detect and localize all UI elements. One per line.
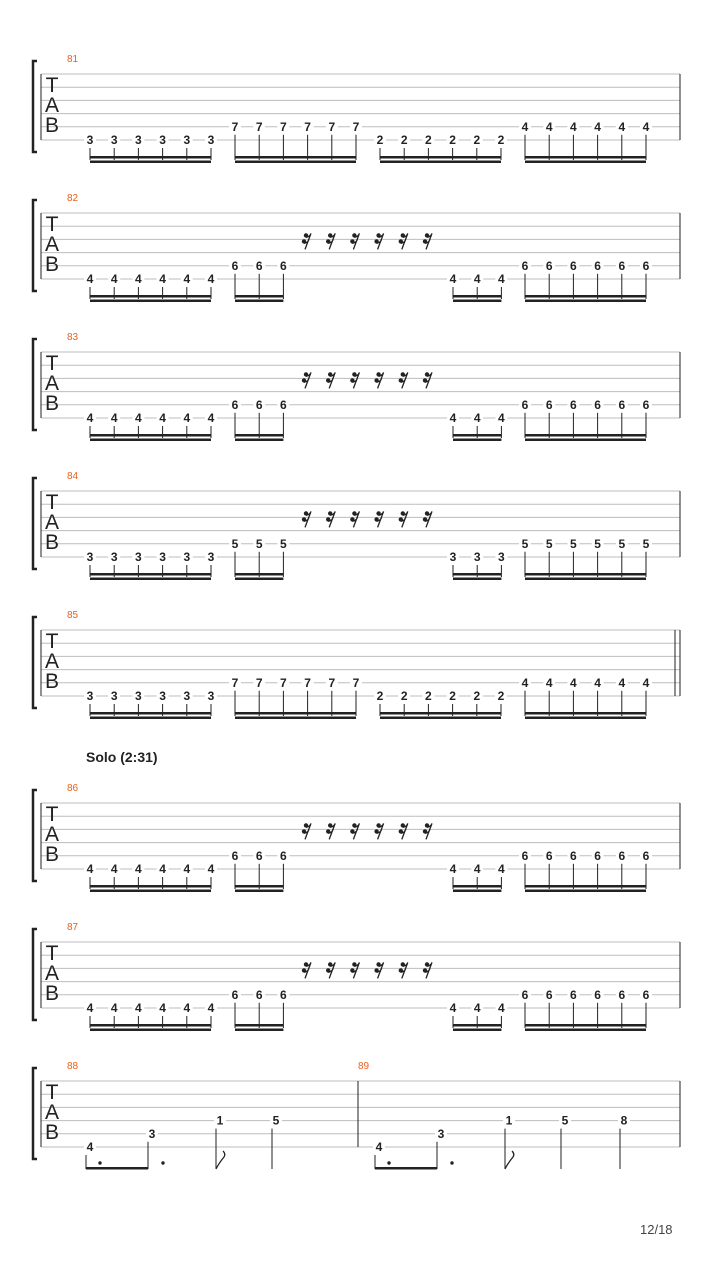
fret-number: 1 <box>216 1113 224 1128</box>
beam <box>525 717 646 720</box>
note-flag <box>216 1151 225 1169</box>
fret-number: 3 <box>135 689 142 703</box>
tab-clef-letter: B <box>44 531 60 554</box>
beam <box>453 439 501 442</box>
fret-number: 6 <box>255 397 263 412</box>
fret-number: 1 <box>505 1113 513 1128</box>
sixteenth-rest <box>302 962 311 978</box>
tab-system <box>33 783 680 892</box>
fret-number: 4 <box>498 1001 505 1015</box>
system-bracket <box>33 790 37 881</box>
fret-number: 6 <box>570 848 577 863</box>
sixteenth-rest <box>374 823 383 839</box>
fret-number: 2 <box>449 689 456 703</box>
fret-number: 4 <box>86 862 94 876</box>
tab-clef-letter: T <box>45 491 59 514</box>
tab-system <box>33 332 680 441</box>
tab-clef-letter: T <box>45 942 59 965</box>
tab-clef-letter: B <box>44 1121 60 1144</box>
sixteenth-rest <box>350 372 359 388</box>
fret-number: 3 <box>207 133 215 147</box>
fret-number: 6 <box>280 258 287 273</box>
fret-number: 4 <box>135 1001 142 1015</box>
sixteenth-rest <box>326 823 335 839</box>
fret-number: 4 <box>570 119 577 134</box>
fret-number: 7 <box>255 119 263 134</box>
measure-number: 86 <box>67 783 79 794</box>
fret-number: 4 <box>473 272 481 286</box>
fret-number: 6 <box>231 987 239 1002</box>
augmentation-dot <box>387 1161 390 1164</box>
fret-number: 6 <box>545 397 553 412</box>
fret-number: 4 <box>86 1001 94 1015</box>
beam <box>90 439 211 442</box>
fret-number: 6 <box>642 397 650 412</box>
fret-number: 4 <box>183 272 191 286</box>
tab-system <box>33 193 680 302</box>
fret-number: 6 <box>594 397 601 412</box>
fret-number: 6 <box>521 258 529 273</box>
beam <box>380 712 501 715</box>
augmentation-dot <box>450 1161 453 1164</box>
sixteenth-rest <box>423 372 432 388</box>
fret-number: 3 <box>449 550 457 564</box>
page-number: 12/18 <box>640 1222 673 1237</box>
fret-number: 6 <box>255 258 263 273</box>
sixteenth-rest <box>302 823 311 839</box>
sixteenth-rest <box>326 233 335 249</box>
beam <box>90 1029 211 1032</box>
tab-clef-letter: A <box>44 1101 60 1124</box>
tab-clef-letter: A <box>44 94 60 117</box>
beam <box>525 300 646 303</box>
tab-clef-letter: B <box>44 670 60 693</box>
fret-number: 3 <box>207 550 215 564</box>
fret-number: 6 <box>594 258 601 273</box>
beam <box>235 1024 283 1027</box>
system-bracket <box>33 617 37 708</box>
fret-number: 3 <box>207 689 215 703</box>
fret-number: 2 <box>400 689 408 703</box>
fret-number: 3 <box>183 550 191 564</box>
tab-clef-letter: B <box>44 843 60 866</box>
tab-clef-letter: T <box>45 213 59 236</box>
beam <box>90 573 211 576</box>
beam <box>86 1167 148 1170</box>
beam <box>453 890 501 893</box>
fret-number: 6 <box>255 848 263 863</box>
fret-number: 3 <box>473 550 481 564</box>
fret-number: 4 <box>498 862 505 876</box>
sixteenth-rest <box>350 233 359 249</box>
tab-clef-letter: T <box>45 74 59 97</box>
fret-number: 6 <box>570 258 577 273</box>
fret-number: 4 <box>159 411 166 425</box>
beam <box>453 300 501 303</box>
fret-number: 4 <box>545 119 553 134</box>
sixteenth-rest <box>302 233 311 249</box>
fret-number: 4 <box>449 411 457 425</box>
fret-number: 3 <box>159 689 166 703</box>
beam <box>235 434 283 437</box>
tab-clef-letter: B <box>44 392 60 415</box>
augmentation-dot <box>161 1161 164 1164</box>
fret-number: 4 <box>449 1001 457 1015</box>
fret-number: 4 <box>183 862 191 876</box>
fret-number: 6 <box>594 987 601 1002</box>
fret-number: 5 <box>594 536 601 551</box>
beam <box>235 890 283 893</box>
system-bracket <box>33 339 37 430</box>
fret-number: 3 <box>110 689 118 703</box>
fret-number: 7 <box>328 675 336 690</box>
fret-number: 7 <box>231 119 239 134</box>
measure-number: 81 <box>67 54 79 65</box>
fret-number: 4 <box>570 675 577 690</box>
tab-clef-letter: T <box>45 352 59 375</box>
sixteenth-rest <box>423 233 432 249</box>
fret-number: 3 <box>148 1126 156 1141</box>
fret-number: 4 <box>642 675 650 690</box>
fret-number: 3 <box>437 1126 445 1141</box>
fret-number: 6 <box>545 987 553 1002</box>
beam <box>525 890 646 893</box>
beam <box>525 1029 646 1032</box>
beam <box>453 578 501 581</box>
fret-number: 4 <box>86 1140 94 1154</box>
fret-number: 7 <box>280 119 287 134</box>
fret-number: 6 <box>521 848 529 863</box>
tab-clef-letter: T <box>45 803 59 826</box>
fret-number: 4 <box>375 1140 383 1154</box>
fret-number: 6 <box>618 397 626 412</box>
fret-number: 3 <box>159 550 166 564</box>
fret-number: 4 <box>86 411 94 425</box>
beam <box>90 1024 211 1027</box>
fret-number: 4 <box>618 119 626 134</box>
measure-number: 87 <box>67 922 79 933</box>
fret-number: 3 <box>498 550 505 564</box>
sixteenth-rest <box>399 823 408 839</box>
beam <box>525 439 646 442</box>
tab-clef-letter: A <box>44 962 60 985</box>
fret-number: 3 <box>159 133 166 147</box>
beam <box>90 890 211 893</box>
beam <box>380 156 501 159</box>
sixteenth-rest <box>326 511 335 527</box>
fret-number: 4 <box>207 1001 215 1015</box>
system-bracket <box>33 929 37 1020</box>
tab-system <box>33 1061 680 1170</box>
fret-number: 2 <box>400 133 408 147</box>
fret-number: 6 <box>545 848 553 863</box>
fret-number: 4 <box>207 411 215 425</box>
measure-number: 89 <box>358 1061 370 1072</box>
beam <box>90 300 211 303</box>
beam <box>90 161 211 164</box>
fret-number: 2 <box>425 689 432 703</box>
fret-number: 4 <box>86 272 94 286</box>
fret-number: 3 <box>110 133 118 147</box>
tab-system <box>33 922 680 1031</box>
fret-number: 3 <box>135 133 142 147</box>
fret-number: 7 <box>328 119 336 134</box>
sixteenth-rest <box>326 372 335 388</box>
fret-number: 6 <box>642 987 650 1002</box>
beam <box>453 1024 501 1027</box>
beam <box>525 434 646 437</box>
fret-number: 4 <box>449 862 457 876</box>
fret-number: 6 <box>642 848 650 863</box>
sixteenth-rest <box>350 962 359 978</box>
fret-number: 5 <box>521 536 529 551</box>
beam <box>375 1167 437 1170</box>
measure-number: 83 <box>67 332 79 343</box>
fret-number: 8 <box>620 1113 628 1128</box>
fret-number: 5 <box>545 536 553 551</box>
fret-number: 6 <box>642 258 650 273</box>
note-flag <box>505 1151 514 1169</box>
fret-number: 4 <box>498 272 505 286</box>
sixteenth-rest <box>423 511 432 527</box>
fret-number: 5 <box>561 1113 569 1128</box>
beam <box>380 717 501 720</box>
fret-number: 3 <box>183 689 191 703</box>
fret-number: 7 <box>304 675 311 690</box>
beam <box>525 573 646 576</box>
fret-number: 4 <box>521 119 529 134</box>
beam <box>525 885 646 888</box>
beam <box>235 300 283 303</box>
fret-number: 4 <box>594 675 601 690</box>
fret-number: 6 <box>570 397 577 412</box>
fret-number: 4 <box>521 675 529 690</box>
fret-number: 2 <box>449 133 456 147</box>
fret-number: 5 <box>231 536 239 551</box>
tab-system <box>33 610 680 719</box>
fret-number: 4 <box>473 862 481 876</box>
measure-number: 84 <box>67 471 79 482</box>
tab-clef-letter: A <box>44 233 60 256</box>
tab-clef-letter: B <box>44 114 60 137</box>
sixteenth-rest <box>399 372 408 388</box>
fret-number: 4 <box>207 272 215 286</box>
beam <box>235 156 356 159</box>
beam <box>235 573 283 576</box>
fret-number: 7 <box>280 675 287 690</box>
beam <box>235 578 283 581</box>
tab-clef-letter: A <box>44 823 60 846</box>
fret-number: 3 <box>135 550 142 564</box>
fret-number: 4 <box>110 411 118 425</box>
beam <box>453 1029 501 1032</box>
fret-number: 6 <box>231 397 239 412</box>
fret-number: 4 <box>135 862 142 876</box>
beam <box>235 439 283 442</box>
beam <box>453 434 501 437</box>
fret-number: 4 <box>183 411 191 425</box>
fret-number: 3 <box>86 689 94 703</box>
fret-number: 2 <box>425 133 432 147</box>
section-label: Solo (2:31) <box>86 749 158 765</box>
fret-number: 5 <box>272 1113 280 1128</box>
fret-number: 7 <box>231 675 239 690</box>
beam <box>235 1029 283 1032</box>
sixteenth-rest <box>302 372 311 388</box>
beam <box>525 712 646 715</box>
fret-number: 2 <box>497 689 505 703</box>
tab-clef-letter: B <box>44 253 60 276</box>
beam <box>525 156 646 159</box>
fret-number: 6 <box>545 258 553 273</box>
sixteenth-rest <box>374 372 383 388</box>
beam <box>525 578 646 581</box>
beam <box>90 434 211 437</box>
sixteenth-rest <box>399 962 408 978</box>
fret-number: 4 <box>207 862 215 876</box>
fret-number: 6 <box>280 987 287 1002</box>
tab-clef-letter: T <box>45 1081 59 1104</box>
beam <box>90 156 211 159</box>
beam <box>90 712 211 715</box>
fret-number: 4 <box>498 411 505 425</box>
sixteenth-rest <box>399 511 408 527</box>
beam <box>380 161 501 164</box>
sixteenth-rest <box>399 233 408 249</box>
fret-number: 2 <box>376 689 384 703</box>
beam <box>453 295 501 298</box>
measure-number: 82 <box>67 193 79 204</box>
tab-clef-letter: A <box>44 372 60 395</box>
sixteenth-rest <box>350 823 359 839</box>
fret-number: 2 <box>376 133 384 147</box>
fret-number: 4 <box>594 119 601 134</box>
tab-system <box>33 471 680 580</box>
fret-number: 4 <box>183 1001 191 1015</box>
beam <box>525 161 646 164</box>
tab-clef-letter: A <box>44 511 60 534</box>
beam <box>90 578 211 581</box>
sixteenth-rest <box>423 962 432 978</box>
tab-clef-letter: A <box>44 650 60 673</box>
sixteenth-rest <box>350 511 359 527</box>
fret-number: 4 <box>159 862 166 876</box>
system-bracket <box>33 200 37 291</box>
sixteenth-rest <box>423 823 432 839</box>
augmentation-dot <box>98 1161 101 1164</box>
tab-system <box>33 54 680 163</box>
fret-number: 4 <box>110 272 118 286</box>
fret-number: 5 <box>618 536 626 551</box>
fret-number: 2 <box>497 133 505 147</box>
beam <box>90 885 211 888</box>
fret-number: 5 <box>255 536 263 551</box>
fret-number: 4 <box>473 411 481 425</box>
beam <box>453 885 501 888</box>
fret-number: 4 <box>135 411 142 425</box>
fret-number: 3 <box>86 133 94 147</box>
fret-number: 7 <box>255 675 263 690</box>
measure-number: 85 <box>67 610 79 621</box>
system-bracket <box>33 478 37 569</box>
fret-number: 2 <box>473 133 481 147</box>
beam <box>90 717 211 720</box>
fret-number: 2 <box>473 689 481 703</box>
fret-number: 4 <box>135 272 142 286</box>
beam <box>90 295 211 298</box>
fret-number: 6 <box>618 258 626 273</box>
sixteenth-rest <box>374 511 383 527</box>
beam <box>235 712 356 715</box>
beam <box>235 717 356 720</box>
fret-number: 6 <box>594 848 601 863</box>
tab-clef-letter: B <box>44 982 60 1005</box>
fret-number: 4 <box>545 675 553 690</box>
sixteenth-rest <box>374 962 383 978</box>
fret-number: 6 <box>231 848 239 863</box>
fret-number: 6 <box>570 987 577 1002</box>
fret-number: 4 <box>473 1001 481 1015</box>
fret-number: 5 <box>642 536 650 551</box>
fret-number: 3 <box>110 550 118 564</box>
beam <box>235 161 356 164</box>
fret-number: 7 <box>304 119 311 134</box>
fret-number: 6 <box>231 258 239 273</box>
fret-number: 6 <box>280 848 287 863</box>
fret-number: 4 <box>110 1001 118 1015</box>
beam <box>525 295 646 298</box>
sixteenth-rest <box>326 962 335 978</box>
beam <box>453 573 501 576</box>
fret-number: 6 <box>521 987 529 1002</box>
fret-number: 6 <box>618 987 626 1002</box>
beam <box>235 295 283 298</box>
fret-number: 4 <box>110 862 118 876</box>
system-bracket <box>33 61 37 152</box>
fret-number: 3 <box>183 133 191 147</box>
fret-number: 4 <box>618 675 626 690</box>
fret-number: 4 <box>642 119 650 134</box>
sixteenth-rest <box>374 233 383 249</box>
fret-number: 7 <box>352 675 360 690</box>
fret-number: 4 <box>159 272 166 286</box>
fret-number: 6 <box>521 397 529 412</box>
beam <box>525 1024 646 1027</box>
tab-clef-letter: T <box>45 630 59 653</box>
fret-number: 6 <box>280 397 287 412</box>
fret-number: 6 <box>618 848 626 863</box>
fret-number: 4 <box>159 1001 166 1015</box>
fret-number: 4 <box>449 272 457 286</box>
beam <box>235 885 283 888</box>
system-bracket <box>33 1068 37 1159</box>
fret-number: 5 <box>280 536 287 551</box>
sixteenth-rest <box>302 511 311 527</box>
fret-number: 6 <box>255 987 263 1002</box>
measure-number: 88 <box>67 1061 79 1072</box>
fret-number: 3 <box>86 550 94 564</box>
fret-number: 5 <box>570 536 577 551</box>
fret-number: 7 <box>352 119 360 134</box>
